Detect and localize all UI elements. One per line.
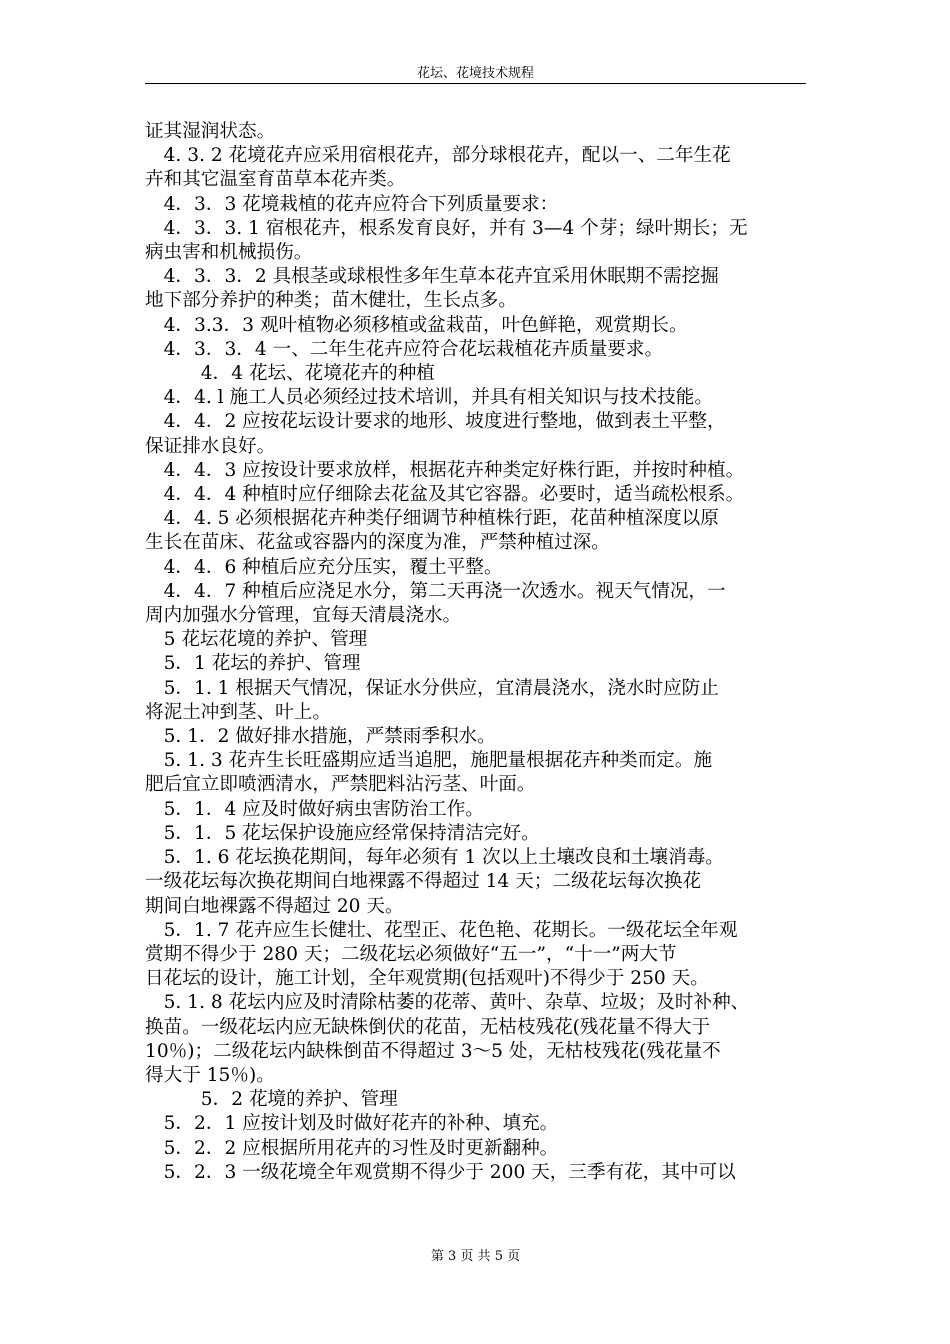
text-line: 5．2．2 应根据所用花卉的习性及时更新翻种。 xyxy=(145,1137,559,1159)
text-line: 5. 1．2 做好排水措施，严禁雨季积水。 xyxy=(145,726,496,748)
text-line: 5．1．4 应及时做好病虫害防治工作。 xyxy=(145,798,484,820)
text-line: 换苗。一级花坛内应无缺株倒伏的花苗，无枯枝残花(残花量不得大于 xyxy=(145,1016,711,1038)
text-line: 赏期不得少于 280 天；二级花坛必须做好“五一”，“十一”两大节 xyxy=(145,943,677,965)
text-line: 4．3．3 花境栽植的花卉应符合下列质量要求： xyxy=(145,193,559,215)
text-line: 5．1. 7 花卉应生长健壮、花型正、花色艳、花期长。一级花坛全年观 xyxy=(145,919,738,941)
text-line: 4．4．7 种植后应浇足水分，第二天再浇一次透水。视天气情况，一 xyxy=(145,580,726,602)
text-line: 证其湿润状态。 xyxy=(145,121,276,142)
text-line: 一级花坛每次换花期间白地裸露不得超过 14 天；二级花坛每次换花 xyxy=(145,871,702,893)
text-line: 4．4．4 种植时应仔细除去花盆及其它容器。必要时，适当疏松根系。 xyxy=(145,484,745,506)
document-body xyxy=(145,120,810,1185)
text-line: 4．3．3．4 一、二年生花卉应符合花坛栽植花卉质量要求。 xyxy=(145,338,664,360)
text-line: 5．2．1 应按计划及时做好花卉的补种、填充。 xyxy=(145,1113,559,1135)
text-line: 5. 1. 8 花坛内应及时清除枯萎的花蒂、黄叶、杂草、垃圾；及时补种、 xyxy=(145,992,750,1014)
text-line: 卉和其它温室育苗草本花卉类。 xyxy=(145,169,406,191)
text-line: 5．2．3 一级花境全年观赏期不得少于 200 天，三季有花，其中可以 xyxy=(145,1161,736,1183)
page-footer xyxy=(145,1249,806,1265)
text-line: 4．4．6 种植后应充分压实，覆土平整。 xyxy=(145,556,503,578)
text-line: 地下部分养护的种类；苗木健壮，生长点多。 xyxy=(145,290,517,312)
text-line: 4．4. 5 必须根据花卉种类仔细调节种植株行距，花苗种植深度以原 xyxy=(145,508,719,530)
text-line: 4．4．3 应按设计要求放样，根据花卉种类定好株行距，并按时种植。 xyxy=(145,459,745,481)
text-line: 4. 3. 2 花境花卉应采用宿根花卉，部分球根花卉，配以一、二年生花 xyxy=(145,145,731,167)
text-line: 周内加强水分管理，宜每天清晨浇水。 xyxy=(145,605,462,627)
section-heading: 5．2 花境的养护、管理 xyxy=(145,1089,398,1111)
text-line: 4．3．3. 1 宿根花卉，根系发育良好，并有 3—4 个芽；绿叶期长；无 xyxy=(145,217,748,239)
text-line: 得大于 15％)。 xyxy=(145,1064,275,1086)
section-heading: 5 花坛花境的养护、管理 xyxy=(145,629,368,651)
header-title: 花坛、花境技术规程 xyxy=(416,66,534,81)
text-line: 保证排水良好。 xyxy=(145,435,276,457)
section-heading: 4．4 花坛、花境花卉的种植 xyxy=(145,363,435,385)
text-line: 病虫害和机械损伤。 xyxy=(145,242,313,264)
text-line: 4．3.3．3 观叶植物必须移植或盆栽苗，叶色鲜艳，观赏期长。 xyxy=(145,314,688,336)
text-line: 5．1. 1 根据天气情况，保证水分供应，宜清晨浇水，浇水时应防止 xyxy=(145,677,719,699)
header-divider xyxy=(145,83,806,84)
text-line: 生长在苗床、花盆或容器内的深度为准，严禁种植过深。 xyxy=(145,532,610,554)
page-number: 第 3 页 共 5 页 xyxy=(430,1249,521,1264)
section-heading: 5．1 花坛的养护、管理 xyxy=(145,653,361,675)
text-line: 期间白地裸露不得超过 20 天。 xyxy=(145,895,404,917)
text-line: 5. 1. 3 花卉生长旺盛期应适当追肥，施肥量根据花卉种类而定。施 xyxy=(145,750,713,772)
text-line: 日花坛的设计，施工计划，全年观赏期(包括观叶)不得少于 250 天。 xyxy=(145,968,709,990)
text-line: 肥后宜立即喷洒清水，严禁肥料沾污茎、叶面。 xyxy=(145,774,536,796)
text-line: 5．1．5 花坛保护设施应经常保持清洁完好。 xyxy=(145,822,540,844)
text-line: 4．4．2 应按花坛设计要求的地形、坡度进行整地，做到表土平整， xyxy=(145,411,726,433)
text-line: 4．4. l 施工人员必须经过技术培训，并具有相关知识与技术技能。 xyxy=(145,387,713,409)
text-line: 5．1. 6 花坛换花期间，每年必须有 1 次以上土壤改良和土壤消毒。 xyxy=(145,847,724,869)
text-line: 4．3．3．2 具根茎或球根性多年生草本花卉宜采用休眠期不需挖掘 xyxy=(145,266,719,288)
text-line: 将泥土冲到茎、叶上。 xyxy=(145,701,331,723)
page-header xyxy=(145,66,806,82)
text-line: 10％)；二级花坛内缺株倒苗不得超过 3～5 处，无枯枝残花(残花量不 xyxy=(145,1040,721,1062)
